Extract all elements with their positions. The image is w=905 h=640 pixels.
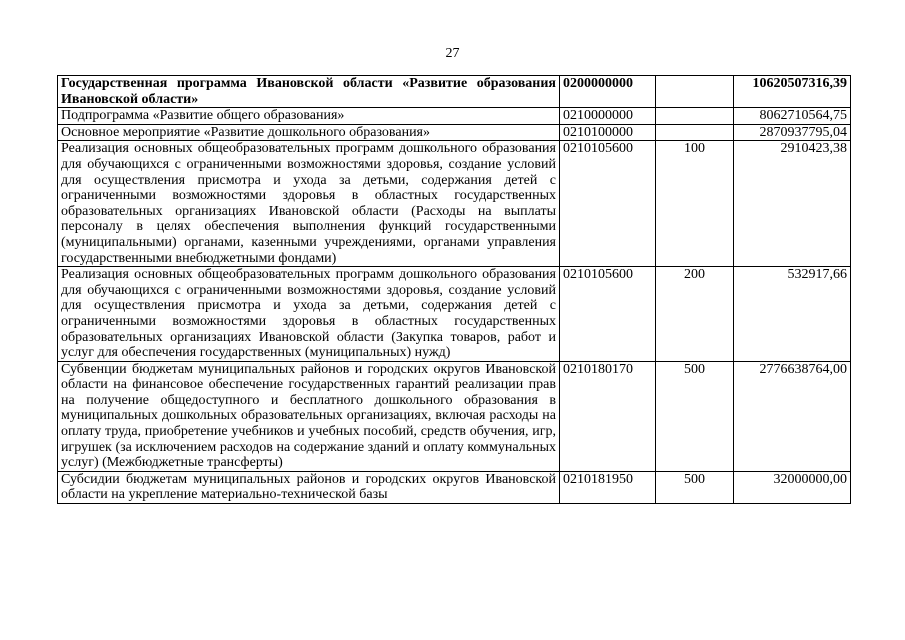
amount-cell: 8062710564,75 xyxy=(734,108,851,125)
table-row xyxy=(58,108,851,125)
table-row xyxy=(58,141,851,267)
target-code-cell: 0210105600 xyxy=(560,141,656,267)
amount-cell: 2910423,38 xyxy=(734,141,851,267)
expense-name-cell: Реализация основных общеобразовательных программ дошкольного образования для обучающихся с ограниченными возможностями здоровья, создание условий для осуществления присмотра и ухода за детьми, содержания детей с ограниченными возможностями здоровья в областных государственных образовательных организациях Ивановской области (Расходы на выплаты персоналу в целях обеспечения выполнения функций государственными (муниципальными) органами, казенными учреждениями, органами управления государственными внебюджетными фондами) xyxy=(58,141,560,267)
target-code-cell: 0210181950 xyxy=(560,471,656,503)
target-code-cell: 0210105600 xyxy=(560,267,656,362)
expense-type-cell xyxy=(656,124,734,141)
expense-name-cell: Подпрограмма «Развитие общего образования» xyxy=(58,108,560,125)
target-code-cell: 0210000000 xyxy=(560,108,656,125)
expense-type-cell xyxy=(656,76,734,108)
amount-cell: 10620507316,39 xyxy=(734,76,851,108)
target-code-cell: 0210100000 xyxy=(560,124,656,141)
expense-name-cell: Субвенции бюджетам муниципальных районов и городских округов Ивановской области на финансовое обеспечение государственных гарантий реализации прав на получение общедоступного и бесплатного дошкольного образования в муниципальных дошкольных образовательных организациях, включая расходы на оплату труда, приобретение учебников и учебных пособий, средств обучения, игр, игрушек (за исключением расходов на содержание зданий и оплату коммунальных услуг) (Межбюджетные трансферты) xyxy=(58,361,560,471)
expense-type-cell: 500 xyxy=(656,471,734,503)
page-number: 27 xyxy=(445,46,460,61)
target-code-cell: 0200000000 xyxy=(560,76,656,108)
table-row-program xyxy=(58,76,851,108)
expense-name-cell: Государственная программа Ивановской области «Развитие образования Ивановской области» xyxy=(58,76,560,108)
table-row xyxy=(58,267,851,362)
amount-cell: 2870937795,04 xyxy=(734,124,851,141)
table-row xyxy=(58,361,851,471)
expense-type-cell: 100 xyxy=(656,141,734,267)
expense-type-cell xyxy=(656,108,734,125)
expense-type-cell: 500 xyxy=(656,361,734,471)
amount-cell: 2776638764,00 xyxy=(734,361,851,471)
budget-table xyxy=(57,75,851,504)
amount-cell: 532917,66 xyxy=(734,267,851,362)
table-row xyxy=(58,124,851,141)
expense-name-cell: Основное мероприятие «Развитие дошкольного образования» xyxy=(58,124,560,141)
expense-name-cell: Реализация основных общеобразовательных программ дошкольного образования для обучающихся с ограниченными возможностями здоровья, создание условий для осуществления присмотра и ухода за детьми, содержания детей с ограниченными возможностями здоровья в областных государственных образовательных организациях Ивановской области (Закупка товаров, работ и услуг для обеспечения государственных (муниципальных) нужд) xyxy=(58,267,560,362)
amount-cell: 32000000,00 xyxy=(734,471,851,503)
target-code-cell: 0210180170 xyxy=(560,361,656,471)
table-row xyxy=(58,471,851,503)
expense-name-cell: Субсидии бюджетам муниципальных районов и городских округов Ивановской области на укрепление материально-технической базы xyxy=(58,471,560,503)
budget-table-body xyxy=(58,76,851,504)
expense-type-cell: 200 xyxy=(656,267,734,362)
